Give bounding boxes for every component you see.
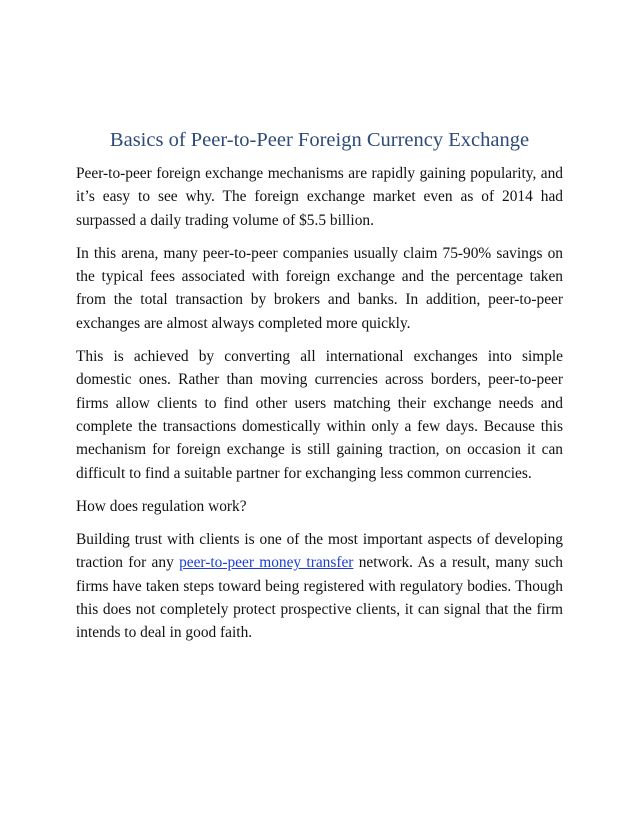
paragraph-intro: Peer-to-peer foreign exchange mechanisms are rapidly gaining popularity, and it’s easy to see why. The foreign exchange market even as of 2014 had surpassed a daily trading volume of $5.5 billion.: [76, 165, 563, 229]
peer-to-peer-money-transfer-link[interactable]: peer-to-peer money transfer: [179, 554, 354, 572]
paragraph-mechanism: This is achieved by converting all international exchanges into simple domestic ones. Rather than moving currencies across borders, peer-to-peer firms allow clients to find other users matching their exchange needs and complete the transactions domestically within only a few days. Because this mechanism for foreign exchange is still gaining traction, on occasion it can difficult to find a suitable partner for exchanging less common currencies.: [76, 348, 563, 482]
paragraph-regulation-text-start: Building trust with clients is one of the most important aspects of developing traction for any: [76, 531, 563, 572]
document-title: Basics of Peer-to-Peer Foreign Currency Exchange: [109, 129, 530, 151]
paragraph-savings: In this arena, many peer-to-peer companies usually claim 75-90% savings on the typical fees associated with foreign exchange and the percentage taken from the total transaction by brokers and banks. In addition, peer-to-peer exchanges are almost always completed more quickly.: [76, 244, 563, 332]
paragraph-regulation: [76, 528, 563, 644]
paragraph-regulation-text-end: network. As a result, many such firms have taken steps toward being registered with regulatory bodies. Though this does not completely protect prospective clients, it can signal that the firm intends to deal in good faith.: [76, 554, 563, 642]
section-question: How does regulation work?: [76, 497, 247, 515]
document-page: [76, 0, 563, 645]
